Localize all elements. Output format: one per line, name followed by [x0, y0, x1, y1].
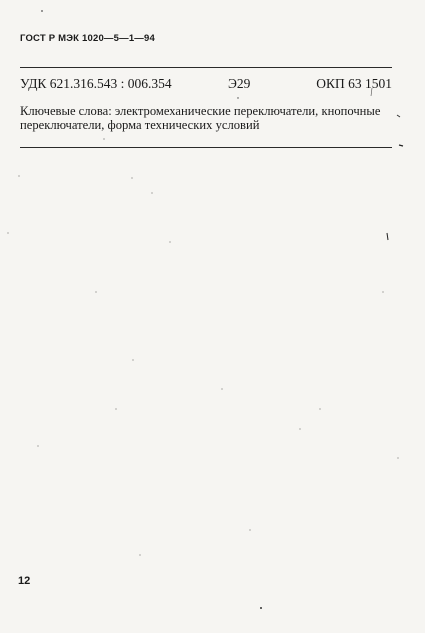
- page-number: 12: [18, 575, 31, 587]
- keywords-line-1: Ключевые слова: электромеханические переключатели, кнопочные: [20, 104, 381, 118]
- e-group-code: Э29: [228, 76, 251, 91]
- keywords-line-2: переключатели, форма технических условий: [20, 118, 260, 132]
- okp-code: ОКП 63 1501: [316, 76, 392, 91]
- standard-code: ГОСТ Р МЭК 1020—5—1—94: [20, 33, 155, 44]
- udk-code: УДК 621.316.543 : 006.354: [20, 76, 172, 91]
